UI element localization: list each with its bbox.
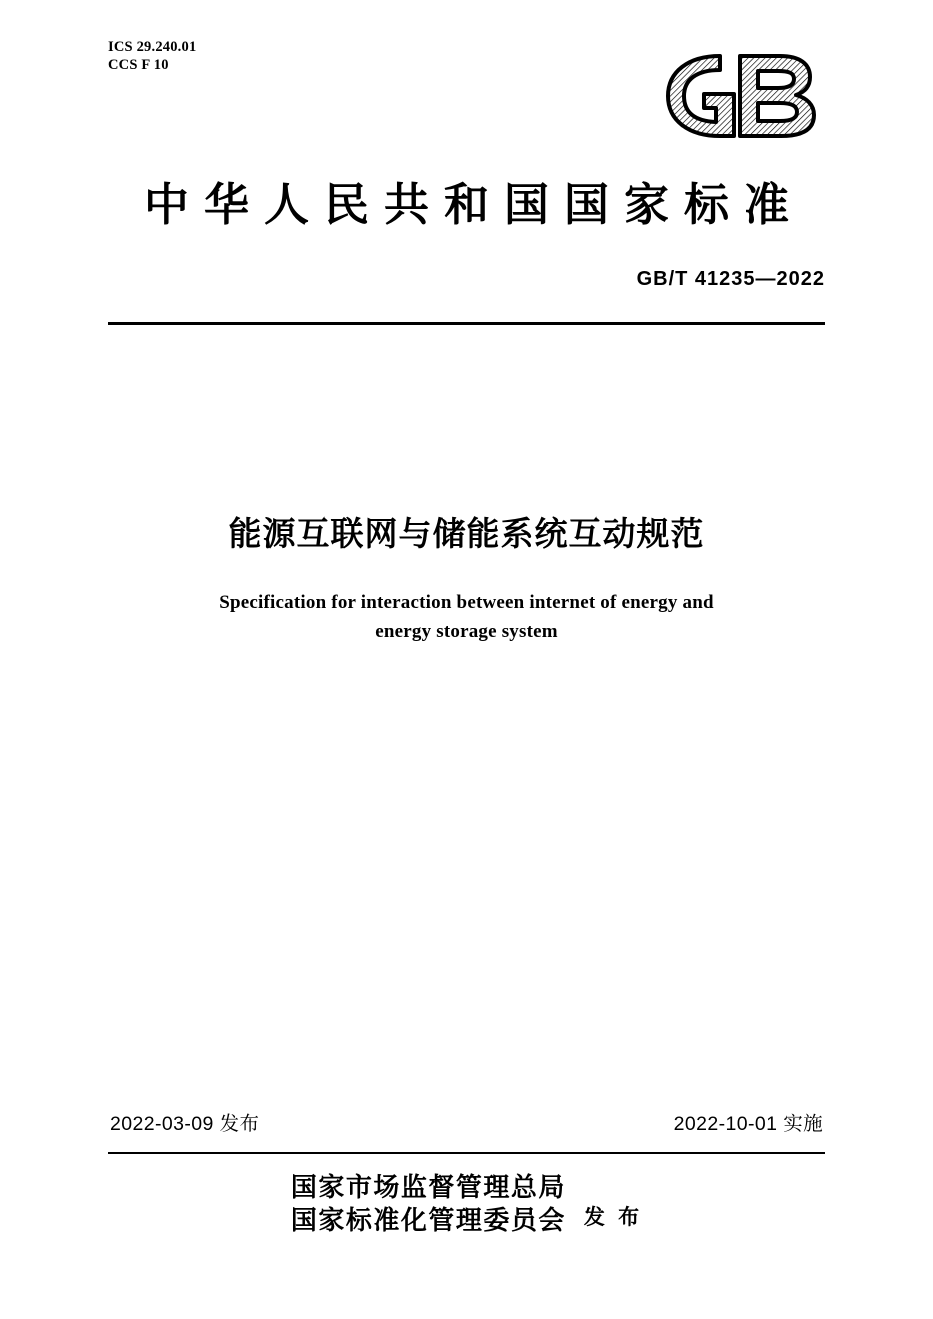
divider-top bbox=[108, 322, 825, 325]
national-standard-title: 中华人民共和国国家标准 bbox=[143, 178, 804, 231]
document-title-english-line2: energy storage system bbox=[375, 621, 558, 643]
issuing-authorities bbox=[0, 1172, 933, 1237]
ccs-code: CCS F 10 bbox=[108, 57, 169, 74]
document-title-english-line1: Specification for interaction between internet of energy and bbox=[219, 592, 714, 613]
standard-number: GB/T 41235—2022 bbox=[636, 268, 825, 290]
classification-codes bbox=[108, 38, 196, 74]
issuer-line-2: 国家标准化管理委员会 bbox=[290, 1205, 566, 1236]
implementation-date: 2022-10-01 实施 bbox=[673, 1113, 823, 1135]
gb-logo-icon bbox=[648, 50, 828, 142]
divider-bottom bbox=[108, 1152, 825, 1154]
document-title-english bbox=[166, 588, 767, 647]
issue-word: 发 布 bbox=[583, 1204, 643, 1229]
issue-date: 2022-03-09 发布 bbox=[110, 1113, 260, 1135]
issuer-line-1: 国家市场监督管理总局 bbox=[290, 1173, 566, 1203]
document-title-chinese: 能源互联网与储能系统互动规范 bbox=[228, 514, 705, 553]
issuer-names bbox=[291, 1172, 566, 1237]
ics-code: ICS 29.240.01 bbox=[108, 39, 197, 55]
